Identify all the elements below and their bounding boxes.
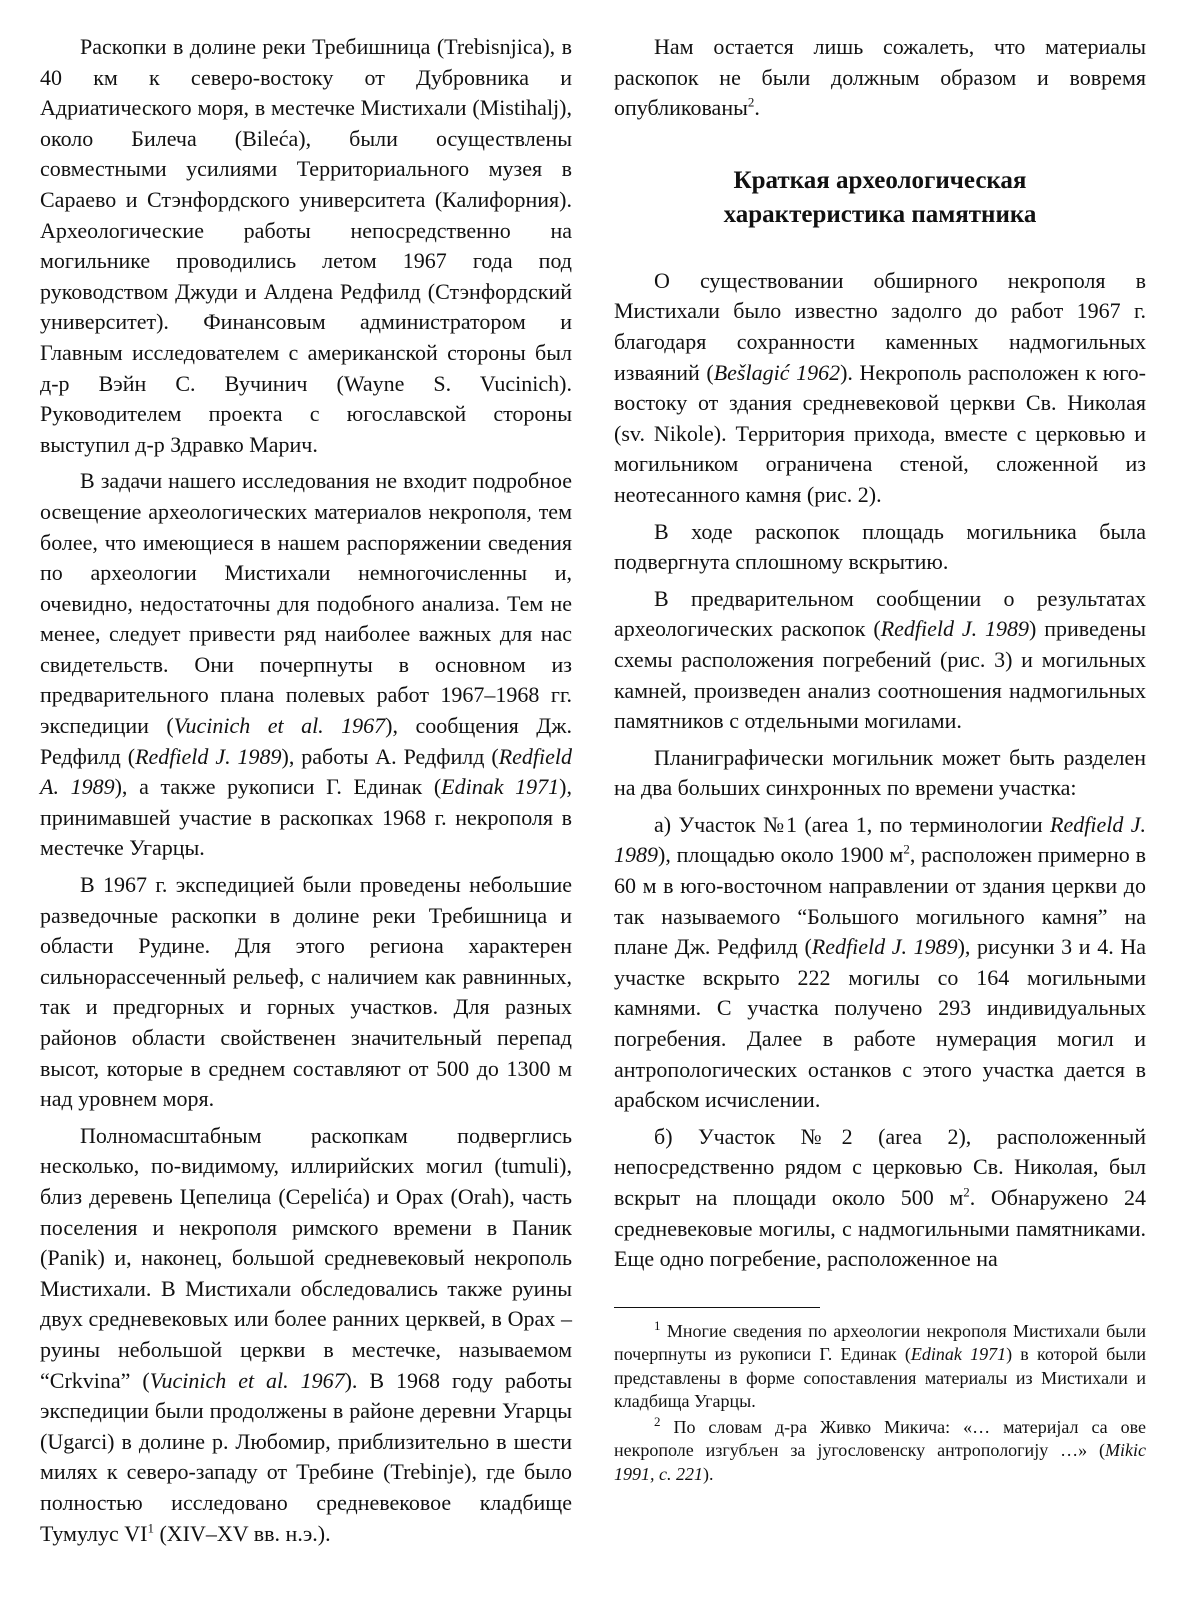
paragraph-area-1	[614, 810, 1146, 1116]
footnote-2	[614, 1413, 1146, 1487]
footnote-ref[interactable]: 1	[147, 1520, 154, 1536]
paragraph-planigraphy	[614, 743, 1146, 804]
footnote-number: 2	[654, 1413, 661, 1429]
paragraph-region	[40, 870, 572, 1115]
paragraph-text: В задачи нашего исследования не входит подробное освещение археологических материалов некрополя, тем более, что имеющиеся в нашем распоряжении сведения по археологии Мистихали немногочисленны и, очевидно, недостаточны для подобного анализа. Тем не менее, следует привести ряд наиболее важных для нас свидетельств. Они почерпнуты в основном из предварительного плана полевых работ 1967–1968 гг. экспедиции (	[40, 468, 572, 739]
footnote-number: 1	[654, 1317, 661, 1333]
paragraph-text: .	[754, 95, 760, 121]
paragraph-opening	[614, 517, 1146, 578]
citation: Redfield J. 1989	[135, 743, 282, 769]
paragraph-text: ), работы А. Редфилд (	[281, 743, 499, 769]
paragraph-intro	[40, 32, 572, 460]
footnote-text: Многие сведения по археологии некрополя Мистихали были почерпнуты из рукописи Г. Единак (	[614, 1320, 1146, 1365]
citation: Edinak 1971	[910, 1344, 1007, 1365]
paragraph-text: ), а также рукописи Г. Единак (	[114, 774, 442, 800]
paragraph-text: . Обнаружено 24 средневековые могилы, с надмогильными памятниками. Еще одно погребение, расположенное на	[614, 1185, 1146, 1272]
footnote-divider	[614, 1307, 820, 1308]
footnote-text: ) в которой были представлены в форме сопоставления материалы из Мистихали и кладбища Угарцы.	[614, 1344, 1146, 1412]
left-column	[40, 32, 572, 1555]
citation: Redfield J. 1989	[614, 811, 1146, 868]
right-column	[614, 32, 1146, 1488]
paragraph-text: ), сообщения Дж. Редфилд (	[40, 713, 572, 769]
paragraph-excavations	[40, 1121, 572, 1549]
paragraph-text: Планиграфически могильник может быть разделен на два больших синхронных по времени участка:	[614, 744, 1146, 801]
paragraph-text: ), принимавшей участие в раскопках 1968 г. некрополя в местечке Угарцы.	[40, 774, 572, 861]
paragraph-text: Нам остается лишь сожалеть, что материалы раскопок не были должным образом и вовремя опубликованы	[614, 34, 1146, 121]
citation: Redfield A. 1989	[40, 743, 573, 800]
paragraph-text: Полномасштабным раскопкам подверглись несколько, по-видимому, иллирийских могил (tumuli), близ деревень Цепелица (Cepelića) и Орах (Orah), часть поселения и некрополя римского времени в Паник (Panik) и, наконец, большой средневековый некрополь Мистихали. В Мистихали обследовались также руины двух средневековых или более ранних церквей, в Орах – руины небольшой церкви в местечке, называемом “Crkvina” (	[40, 1122, 572, 1393]
superscript: 2	[903, 842, 910, 858]
section-heading-line2: характеристика памятника	[723, 200, 1037, 228]
paragraph-text: О существовании обширного некрополя в Мистихали было известно задолго до работ 1967 г. благодаря сохранности каменных надмогильных изваяний (	[614, 267, 1146, 385]
paragraph-text: ), рисунки 3 и 4. На участке вскрыто 222 могилы со 164 могильными камнями. С участка получено 293 индивидуальных погребения. Далее в работе нумерация могил и антропологических останков с этого участка дается в арабском исчислении.	[614, 934, 1146, 1113]
paragraph-text: ), площадью около 1900 м	[658, 842, 904, 868]
paragraph-text: б) Участок №2 (area 2), расположенный непосредственно рядом с церковью Св. Николая, был вскрыт на площади около 500 м	[614, 1123, 1146, 1210]
paragraph-text: ) приведены схемы расположения погребений (рис. 3) и могильных камней, произведен анализ соотношения надмогильных памятников с отдельными могилами.	[614, 616, 1147, 734]
paragraph-text: (XIV–XV вв. н.э.).	[153, 1520, 331, 1546]
citation: Redfield J. 1989	[880, 616, 1030, 642]
paragraph-area-2	[614, 1122, 1146, 1275]
paragraph-report	[614, 584, 1146, 737]
paragraph-text: В 1967 г. экспедицией были проведены небольшие разведочные раскопки в долине реки Требишница и области Рудине. Для этого региона характерен сильнорассеченный рельеф, с наличием как равнинных, так и предгорных и горных участков. Для разных районов области свойственен значительный перепад высот, которые в среднем составляют от 500 до 1300 м над уровнем моря.	[40, 872, 572, 1112]
section-heading-line1: Краткая археологическая	[733, 166, 1027, 194]
footnote-1	[614, 1317, 1146, 1414]
citation: Redfield J. 1989	[811, 934, 958, 960]
citation: Edinak 1971	[441, 774, 560, 800]
paragraph-text: , расположен примерно в 60 м в юго-восточном направлении от здания церкви до так называемого “Большого могильного камня” на плане Дж. Редфилд (	[614, 842, 1146, 960]
paragraph-text: ). Некрополь расположен к юго-востоку от здания средневековой церкви Св. Николая (sv. Nikole). Территория прихода, вместе с церковью и могильником ограничена стеной, сложенной из неотесанного камня (рис. 2).	[614, 359, 1146, 507]
citation: Mikic 1991, с. 221	[614, 1440, 1146, 1484]
footnote-ref[interactable]: 2	[747, 94, 755, 110]
paragraph-text: В ходе раскопок площадь могильника была подвергнута сплошному вскрытию.	[614, 518, 1146, 575]
footnote-text: По словам д-ра Живко Микича: «… материјал са ове некрополе изгубљен за југословенску антропологију …» (	[614, 1416, 1146, 1461]
paragraph-text: В предварительном сообщении о результатах археологических раскопок (	[614, 585, 1146, 642]
citation: Vucinich et al. 1967	[149, 1367, 345, 1393]
paragraph-text: Раскопки в долине реки Требишница (Trebisnjica), в 40 км к северо-востоку от Дубровника и Адриатического моря, в местечке Мистихали (Mistihalj), около Билеча (Bileća), были осуществлены совместными усилиями Территориального музея в Сараево и Стэнфордского университета (Калифорния). Археологические работы непосредственно на могильнике проводились летом 1967 года под руководством Джуди и Алдена Редфилд (Стэнфордский университет). Финансовым администратором и Главным исследователем с американской стороны был д-р Вэйн С. Вучинич (Wayne S. Vucinich). Руководителем проекта с югославской стороны выступил д-р Здравко Марич.	[40, 34, 572, 457]
citation: Bešlagić 1962	[713, 359, 841, 385]
section-heading	[614, 164, 1146, 232]
paragraph-necropolis	[614, 266, 1146, 511]
paragraph-text: а) Участок №1 (area 1, по терминологии	[654, 811, 1051, 837]
footnote-text: ).	[703, 1463, 714, 1484]
paragraph-sources	[40, 466, 572, 864]
paragraph-text: ). В 1968 году работы экспедиции были продолжены в районе деревни Угарцы (Ugarci) в долине р. Любомир, приблизительно в шести милях к северо-западу от Требине (Trebinje), где было полностью исследовано средневековое кладбище Тумулус VI	[40, 1367, 572, 1546]
citation: Vucinich et al. 1967	[173, 713, 386, 739]
superscript: 2	[963, 1184, 970, 1200]
paragraph-regret	[614, 32, 1146, 124]
